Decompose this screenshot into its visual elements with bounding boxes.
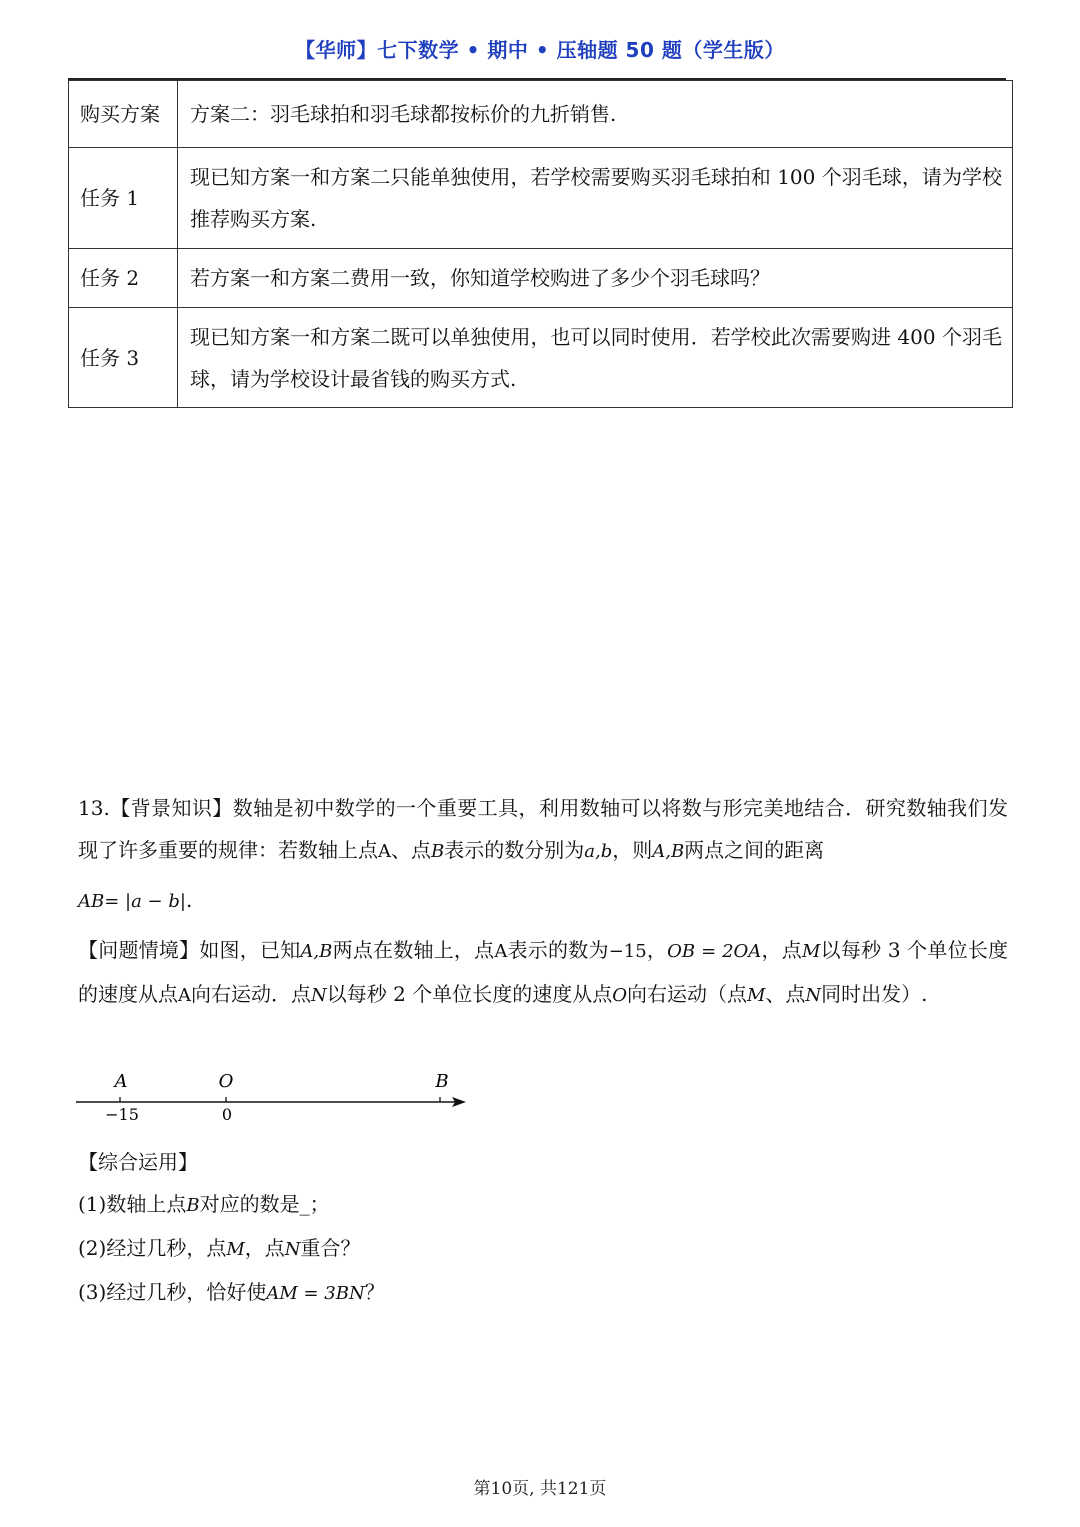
table-row [69, 249, 1013, 308]
math-formula: AM = 3BN [266, 1283, 365, 1304]
text-run: ，点 [761, 938, 802, 962]
text-run: 两点之间的距离 [684, 838, 825, 862]
math-formula: OB = 2OA [667, 941, 762, 962]
table-row [69, 148, 1013, 249]
text-run: 、点 [391, 838, 431, 862]
math-formula: AB [78, 891, 105, 912]
question-13-background [78, 787, 1008, 923]
table-row-content: 现已知方案一和方案二既可以单独使用，也可以同时使用．若学校此次需要购进 400 个羽毛球，请为学校设计最省钱的购买方式. [178, 308, 1013, 408]
page-number: 第10页, 共121页 [473, 1479, 607, 1499]
sub-question-1 [78, 1183, 1008, 1227]
math-number: −15 [608, 941, 647, 962]
table-row [69, 81, 1013, 148]
math-symbol: A [178, 985, 191, 1006]
point-label-b: B [435, 1071, 449, 1092]
text-run: 以每秒 2 个单位长度的速度从点 [326, 982, 613, 1006]
math-symbol: M [226, 1239, 245, 1260]
text-run: ， [646, 938, 668, 962]
table-row-label: 任务 2 [69, 249, 178, 308]
text-run: ，则 [612, 838, 653, 862]
math-symbol: a,b [584, 841, 613, 862]
text-run: (2)经过几秒，点 [78, 1236, 227, 1260]
tick-label: −15 [105, 1105, 139, 1124]
purchase-plan-table [68, 80, 1013, 408]
math-symbol: M [746, 985, 766, 1006]
text-run: 向右运动（点 [626, 982, 747, 1006]
text-run: 以每秒 3 个单位长度的速度从点 [78, 938, 1009, 1006]
math-symbol: B [186, 1195, 200, 1216]
text-run: 重合？ [300, 1236, 361, 1260]
text-run: 13.【背景知识】数轴是初中数学的一个重要工具，利用数轴可以将数与形完美地结合．研究数轴我们发现了许多重要的规律：若数轴上点 [78, 796, 1008, 862]
text-run: 表示的数为 [507, 938, 609, 962]
math-symbol: A,B [652, 841, 685, 862]
number-line-figure [70, 1066, 480, 1130]
table-row-content: 方案二：羽毛球拍和羽毛球都按标价的九折销售. [178, 81, 1013, 148]
table-row-label: 任务 1 [69, 148, 178, 249]
section-title: 【综合运用】 [78, 1150, 198, 1174]
text-run: ？ [364, 1280, 385, 1304]
text-run: (3)经过几秒，恰好使 [78, 1280, 267, 1304]
sub-question-3 [78, 1271, 1008, 1315]
math-symbol: A,B [300, 941, 333, 962]
text-run: 对应的数是_； [199, 1192, 330, 1216]
tick-label: 0 [221, 1105, 233, 1124]
math-symbol: A [378, 841, 391, 862]
question-13-application [78, 1141, 1008, 1315]
table-row-content: 若方案一和方案二费用一致，你知道学校购进了多少个羽毛球吗？ [178, 249, 1013, 308]
table-row-label: 购买方案 [69, 81, 178, 148]
text-run: . [185, 888, 193, 912]
math-symbol: M [801, 941, 821, 962]
text-run: 同时出发）. [821, 982, 928, 1006]
text-run: 、点 [765, 982, 806, 1006]
question-13-situation [78, 929, 1008, 1017]
table-row [69, 308, 1013, 408]
sub-question-2 [78, 1227, 1008, 1271]
text-run: (1)数轴上点 [78, 1192, 187, 1216]
math-formula: = |a − b| [104, 891, 186, 912]
math-symbol: O [612, 985, 627, 1006]
text-run: 向右运动．点 [191, 982, 311, 1006]
page-header-title: 【华师】七下数学 • 期中 • 压轴题 50 题（学生版） [295, 38, 785, 62]
table-row-label: 任务 3 [69, 308, 178, 408]
text-run: 【问题情境】如图，已知 [78, 938, 301, 962]
point-label-o: O [218, 1071, 234, 1092]
text-run: 两点在数轴上，点 [332, 938, 495, 962]
math-symbol: N [311, 985, 327, 1006]
math-symbol: N [284, 1239, 301, 1260]
point-label-a: A [114, 1071, 128, 1092]
table-row-content: 现已知方案一和方案二只能单独使用，若学校需要购买羽毛球拍和 100 个羽毛球，请为学校推荐购买方案. [178, 148, 1013, 249]
math-symbol: N [805, 985, 822, 1006]
text-run: 表示的数分别为 [444, 838, 585, 862]
math-symbol: A [494, 941, 508, 962]
math-symbol: B [431, 841, 445, 862]
text-run: ，点 [244, 1236, 285, 1260]
